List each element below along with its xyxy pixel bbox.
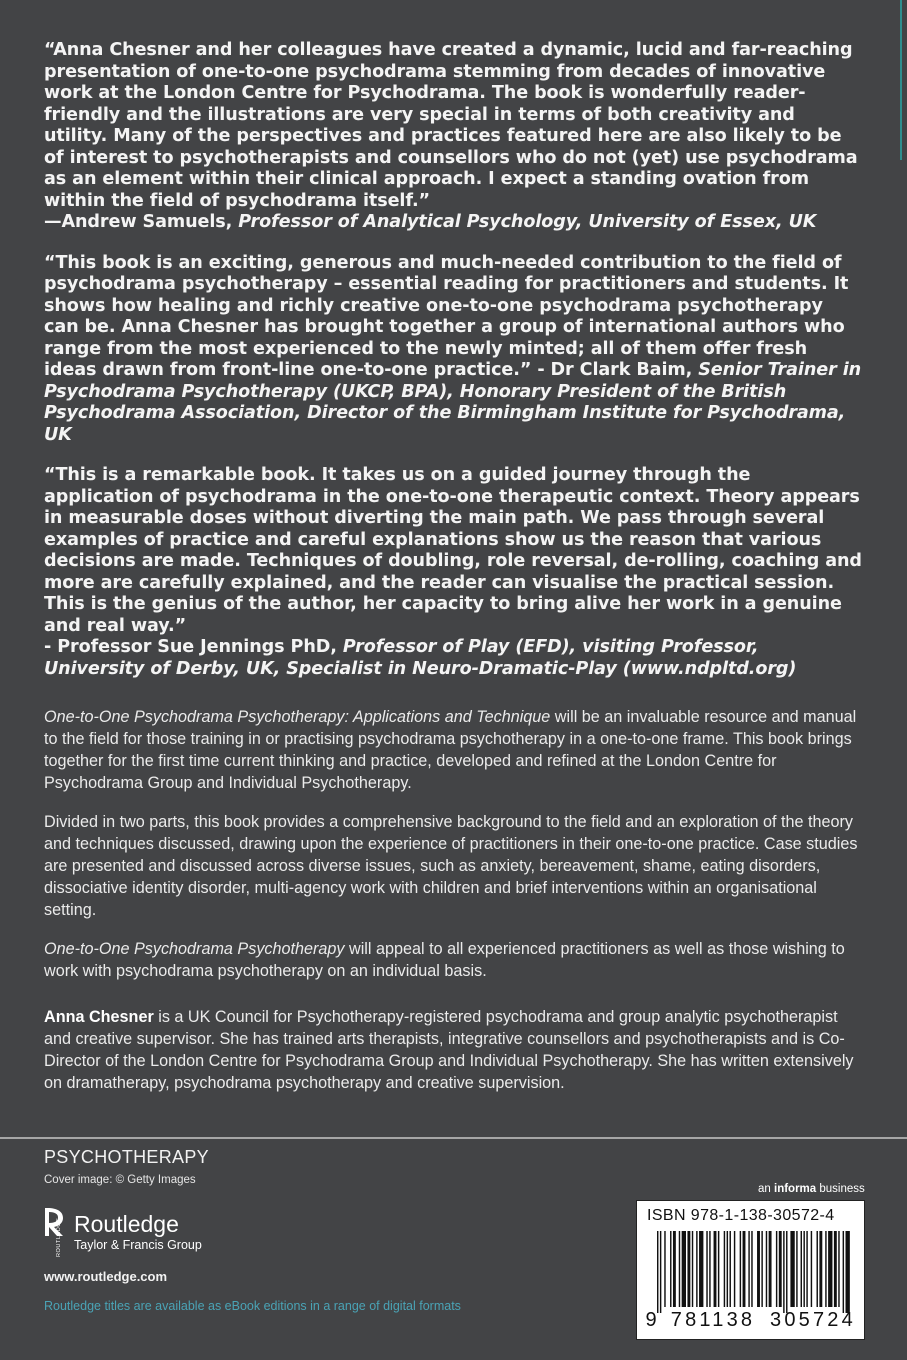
barcode-bar bbox=[779, 1231, 782, 1307]
barcode-bar bbox=[673, 1231, 676, 1307]
subject-category: PSYCHOTHERAPY bbox=[44, 1147, 209, 1167]
isbn-label: ISBN 978-1-138-30572-4 bbox=[647, 1207, 835, 1224]
barcode-bar bbox=[679, 1231, 680, 1307]
author-bio bbox=[44, 1006, 862, 1094]
barcode-bar bbox=[819, 1231, 822, 1307]
barcode-bars bbox=[651, 1231, 851, 1313]
barcode-bar bbox=[796, 1231, 797, 1307]
informa-suffix: business bbox=[816, 1183, 865, 1195]
barcode-bar bbox=[838, 1231, 839, 1307]
barcode-bar bbox=[834, 1231, 837, 1307]
barcode-bar bbox=[699, 1231, 703, 1307]
barcode-bar bbox=[740, 1231, 741, 1307]
attribution-name: - Dr Clark Baim, bbox=[531, 360, 699, 380]
logo-text: ROUTLEDGE bbox=[56, 1217, 62, 1257]
barcode-digits bbox=[637, 1309, 864, 1332]
informa-business bbox=[758, 1183, 865, 1195]
barcode-bar bbox=[766, 1231, 767, 1307]
footer-left bbox=[44, 1147, 209, 1284]
barcode-digit-first: 9 bbox=[645, 1309, 657, 1331]
description-paragraph-3 bbox=[44, 938, 862, 982]
quote-attribution bbox=[44, 212, 816, 232]
edge-accent-line bbox=[900, 0, 902, 160]
barcode-bar bbox=[709, 1231, 710, 1307]
barcode-bar bbox=[803, 1231, 804, 1307]
description-text: will be an invaluable resource and manual to the field for those training in or practising psychodrama psychotherapy in a one-to-one frame. This book brings together for the first time current thinking and practice, developed and refined at the London Centre for Psychodrama Group and Individual Psychotherapy. bbox=[44, 708, 857, 792]
barcode-digit-group-1: 781138 bbox=[670, 1309, 756, 1331]
publisher-text bbox=[74, 1212, 202, 1252]
barcode-bar bbox=[657, 1231, 658, 1313]
barcode-bar bbox=[743, 1231, 746, 1307]
quote-attribution bbox=[44, 637, 796, 679]
book-title: One-to-One Psychodrama Psychotherapy: Applications and Technique bbox=[44, 708, 551, 726]
attribution-role: Professor of Analytical Psychology, University of Essex, UK bbox=[238, 212, 817, 232]
attribution-role: Professor of Play (EFD), visiting Professor, University of Derby, UK, Specialist in Neuro-Dramatic-Play (www.ndpltd.org) bbox=[44, 637, 797, 679]
routledge-logo-icon bbox=[44, 1206, 66, 1258]
author-name: Anna Chesner bbox=[44, 1008, 154, 1026]
barcode-bar bbox=[692, 1231, 693, 1307]
publisher-name: Routledge bbox=[74, 1211, 179, 1237]
quote-text: “Anna Chesner and her colleagues have created a dynamic, lucid and far-reaching presentation of one-to-one psychodrama stemming from decades of innovative work at the London Centre for Psychodrama. The book is wonderfully reader-friendly and the illustrations are very special in terms of both creativity and utility. Many of the perspectives and practices featured here are also likely to be of interest to psychotherapists and counsellors who do not (yet) use psychodrama as an element within their clinical approach. I expect a standing ovation from within the field of psychodrama itself.” bbox=[44, 40, 858, 211]
barcode-bar bbox=[825, 1231, 826, 1307]
barcode-bar bbox=[790, 1231, 794, 1307]
barcode-bar bbox=[761, 1231, 762, 1307]
barcode-bar bbox=[734, 1231, 735, 1307]
barcode-bar bbox=[660, 1231, 661, 1313]
barcode-bar bbox=[776, 1231, 777, 1307]
barcode-bar bbox=[757, 1231, 760, 1307]
barcode-bar bbox=[811, 1231, 812, 1307]
barcode-bar bbox=[714, 1231, 717, 1307]
barcode-bar bbox=[843, 1231, 844, 1313]
endorsement-quote-3 bbox=[44, 465, 862, 680]
barcode-bar bbox=[727, 1231, 728, 1307]
publisher-website[interactable]: www.routledge.com bbox=[44, 1269, 168, 1284]
barcode-bar bbox=[696, 1231, 697, 1307]
publisher-group: Taylor & Francis Group bbox=[74, 1238, 202, 1252]
publisher-block bbox=[44, 1206, 209, 1258]
attribution-role: Senior Trainer in Psychodrama Psychotherapy (UKCP, BPA), Honorary President of the British Psychodrama Association, Director of the Birmingham Institute for Psychodrama, UK bbox=[44, 360, 862, 445]
book-title: One-to-One Psychodrama Psychotherapy bbox=[44, 940, 345, 958]
barcode-bar bbox=[783, 1231, 784, 1313]
barcode-bar bbox=[664, 1231, 665, 1307]
informa-prefix: an bbox=[758, 1183, 774, 1195]
barcode-bar bbox=[828, 1231, 832, 1307]
quote-text: “This book is an exciting, generous and much-needed contribution to the field of psychodrama psychotherapy – essential reading for practitioners and students. It shows how healing and richly creative one-to-one psychodrama psychotherapy can be. Anna Chesner has brought together a group of international authors who range from the most experienced to the newly minted; all of them offer fresh ideas drawn from front-line one-to-one practice.” bbox=[44, 252, 849, 380]
back-cover-content bbox=[44, 40, 862, 1111]
barcode-bar bbox=[687, 1231, 690, 1307]
description-text: Divided in two parts, this book provides a comprehensive background to the field and an exploration of the theory and techniques discussed, drawing upon the experience of practitioners in their one-to-one practice. Case studies are presented and discussed across diverse issues, such as anxiety, bereavement, shame, eating disorders, dissociative identity disorder, multi-agency work with children and brief interventions within an organisational setting. bbox=[44, 813, 858, 919]
description-text: will appeal to all experienced practitioners as well as those wishing to work with psychodrama psychotherapy on an individual basis. bbox=[44, 940, 845, 980]
attribution-name: - Professor Sue Jennings PhD, bbox=[44, 637, 343, 657]
barcode-bar bbox=[748, 1231, 749, 1307]
attribution-name: —Andrew Samuels, bbox=[44, 212, 239, 232]
description-paragraph-1 bbox=[44, 706, 862, 794]
quote-text: “This is a remarkable book. It takes us on a guided journey through the application of psychodrama in the one-to-one therapeutic context. Theory appears in measurable doses without diverting the main path. We pass through several examples of practice and careful explanations show us the reason that various decisions are made. Techniques of doubling, role reversal, de-rolling, coaching and more are carefully explained, and the reader can visualise the practical session. This is the genius of the author, her capacity to bring alive her work in a genuine and real way.” bbox=[44, 465, 862, 636]
informa-brand: informa bbox=[774, 1183, 817, 1195]
ebook-note: Routledge titles are available as eBook editions in a range of digital formats bbox=[44, 1299, 461, 1313]
barcode-bar bbox=[817, 1231, 818, 1307]
barcode-digit-group-2: 305724 bbox=[770, 1309, 856, 1331]
barcode-bar bbox=[751, 1231, 752, 1307]
endorsement-quote-2 bbox=[44, 253, 862, 447]
barcode-bar bbox=[730, 1231, 731, 1307]
barcode-bar bbox=[801, 1231, 802, 1307]
barcode-bar bbox=[786, 1231, 787, 1313]
cover-credit: Cover image: © Getty Images bbox=[44, 1174, 196, 1186]
barcode-bar bbox=[806, 1231, 807, 1307]
barcode-bar bbox=[682, 1231, 686, 1307]
barcode-bar bbox=[769, 1231, 772, 1307]
endorsement-quote-1 bbox=[44, 40, 862, 234]
description-paragraph-2 bbox=[44, 811, 862, 921]
barcode-bar bbox=[846, 1231, 850, 1313]
barcode-bar bbox=[718, 1231, 719, 1307]
barcode-bar bbox=[670, 1231, 671, 1307]
barcode-bar bbox=[724, 1231, 725, 1307]
isbn-barcode bbox=[636, 1200, 865, 1340]
author-bio-text: is a UK Council for Psychotherapy-registered psychodrama and group analytic psychotherapist and creative supervisor. She has trained arts therapists, integrative counsellors and psychotherapists and is Co-Director of the London Centre for Psychodrama Group and Individual Psychotherapy. She has written extensively on dramatherapy, psychodrama psychotherapy and creative supervision. bbox=[44, 1008, 854, 1092]
barcode-bar bbox=[706, 1231, 707, 1307]
footer-divider bbox=[0, 1137, 907, 1139]
